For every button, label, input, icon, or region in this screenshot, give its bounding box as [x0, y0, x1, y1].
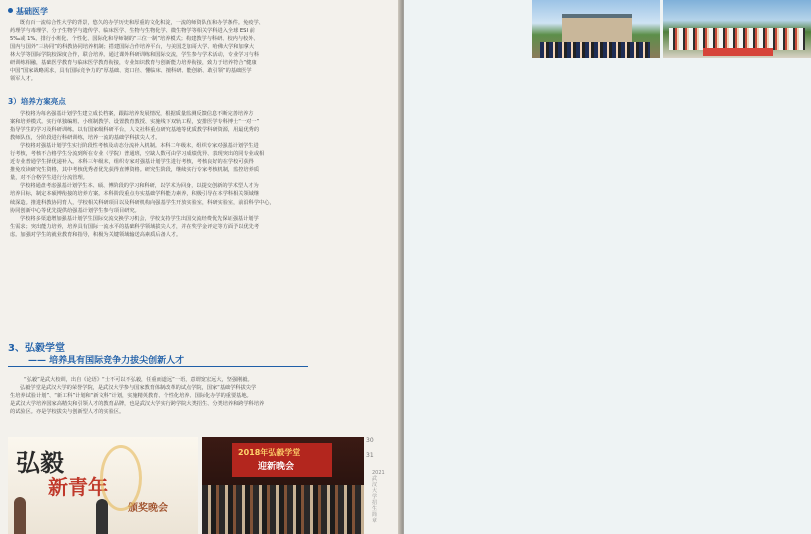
gala-calligraphy-title: 弘毅: [16, 448, 64, 477]
person-figure: [14, 497, 26, 534]
bullet-icon: [8, 8, 13, 13]
gala-event-name: 颁奖晚会: [128, 503, 168, 514]
right-page: [404, 0, 811, 534]
program-highlights-text: 学校将为每名强基计划学生建立成长档案，跟踪培养发展情况，根据质量监测反馈信息不断完善培养方 案和培养模式。实行单独编班、小班制教学、设置教育教授、实施线下双轨工程，安排医学专科博士“一对一” 指导学生的学习及科研训练。以有国家级科研平台，人文社科重点研究基地等优质教学科研资源，用最优秀的 教师队伍，分阶段进行科研训练，培养一流的基础学科拔尖人才。 学校将对强基计划学生实行阶段性考核及动态分流补入机制。本科二年级末，组织专家对强基计划学生进 行考核，考核不合格学生分流到所在专业（学院）普通班，空缺人数可由学习成绩优异、表现突出的同专业或相 近专业普通学生择优递补入。本科三年级末，组织专家对强基计划学生进行考核，考核良好的在学校可获得 推免攻读研究生资格，其中考核优秀者优先获得直博资格。研究生阶段，继续实行专家考核机制，监控培养质 量，对不合格学生进行分流管理。 学校将通盘考虑强基计划学生本、硕、博阶段的学习和科研，以学术为回身，以提交创新的学术型人才为 培养目标，制定本硕博衔接的培养方案。本科阶段重点夯实基础学科能力素养，积极引导在本学科相关领域继 续深造。推进科教协同育人，学校相关科研项目以及科研机构向强基学生开放实验室，科研实验室，前沿科学中心， 协同创新中心等优先提供给强基计划学生参与项目研究。 学校将多渠道增加强基计划学生国际交流交换学习机会，学校支持学生出国交流经费优先保证强基计划学 生需求；突出能力培养，培养具有国际一流水平的基础科学领域拔尖人才，并在奖学金评定等方面予以优先考 虑。加强对学生的就业教育和指导，积极为关键领域输送高素质后备人才。: [10, 111, 275, 238]
section-title-hongyi: 3、弘毅学堂: [8, 343, 65, 354]
photo-campus-building: [532, 0, 660, 58]
vertical-caption: 2021武汉大学招生简章: [372, 470, 385, 524]
basic-medicine-text: 既有百一流综合性大学的背景，悠久的办学历史和厚重的文化积淀，一流的师资队伍和办学条件。免疫学、 药理学与毒理学、分子生物学与遗传学、临床医学、生物与生物化学、微生物学等相关学科进入全球 ESI 前 5‰或 1%。排行小班化、个性化、国际化和导师制的“三位一制”培养模式；构建教学与科研、校内与校外、 国内与国外“三协同”的科教协同培养机制；搭建国际合作培养平台，与美国芝加哥大学、哈佛大学和加拿大 林大学等国际学院校深度合作，联合培养。通过课外科研训练和国际交流，学生参与学术活动，专业学习与科 研训练相融，基础医学教育与临床医学教育衔接，专业知识教育与创新能力培养衔接，致力于培养符合“健康 中国”国家战略需求，具有国际竞争力的“厚基础、宽口径、懂临床、擅科研、能创新、敢引领”的基础医学 领军人才。: [10, 20, 264, 83]
photo-welcome-party: [202, 437, 364, 534]
banner-text-line1: 2018年弘毅学堂: [238, 448, 301, 457]
crowd-group: [202, 485, 364, 534]
student-crowd: [669, 28, 805, 50]
person-figure: [96, 499, 108, 534]
photo-award-gala: [8, 437, 198, 534]
left-page: [0, 0, 402, 534]
section-title-program-highlights: 3）培养方案亮点: [8, 97, 66, 106]
section-title-basic-medicine: 基础医学: [8, 7, 48, 17]
group-banner: [703, 48, 773, 56]
section-subtitle-hongyi: —— 培养具有国际竞争力拔尖创新人才: [28, 356, 185, 366]
page-number-30: 30: [366, 437, 374, 444]
hongyi-intro-text: “弘毅”是武大校训，出自《论语》“士不可以不弘毅，任重而道远”一语，意谓宽宏远大，坚强刚毅。 弘毅学堂是武汉大学的荣誉学院，是武汉大学参与国家教育体制改革的试点学院，国家“基础学科拔尖学 生培养试验计划”、“新工科”计划和“新文科”计划，实施精英教育、个性化培养、国际化办学的重要基地。 是武汉大学培养国家高精尖和引领人才的教育品牌，也是武汉大学实行跨学院大类招生、分类培养和跨学科培养 的试验区。亦是学校拔尖与创新型人才的实验区。: [10, 377, 265, 416]
photo-student-group: [663, 0, 811, 58]
divider: [8, 366, 308, 367]
building-shape: [562, 14, 632, 44]
student-group: [540, 42, 650, 58]
gala-calligraphy-subtitle: 新青年: [48, 475, 108, 499]
page-number-31: 31: [366, 452, 374, 459]
banner-text-line2: 迎新晚会: [258, 462, 295, 472]
